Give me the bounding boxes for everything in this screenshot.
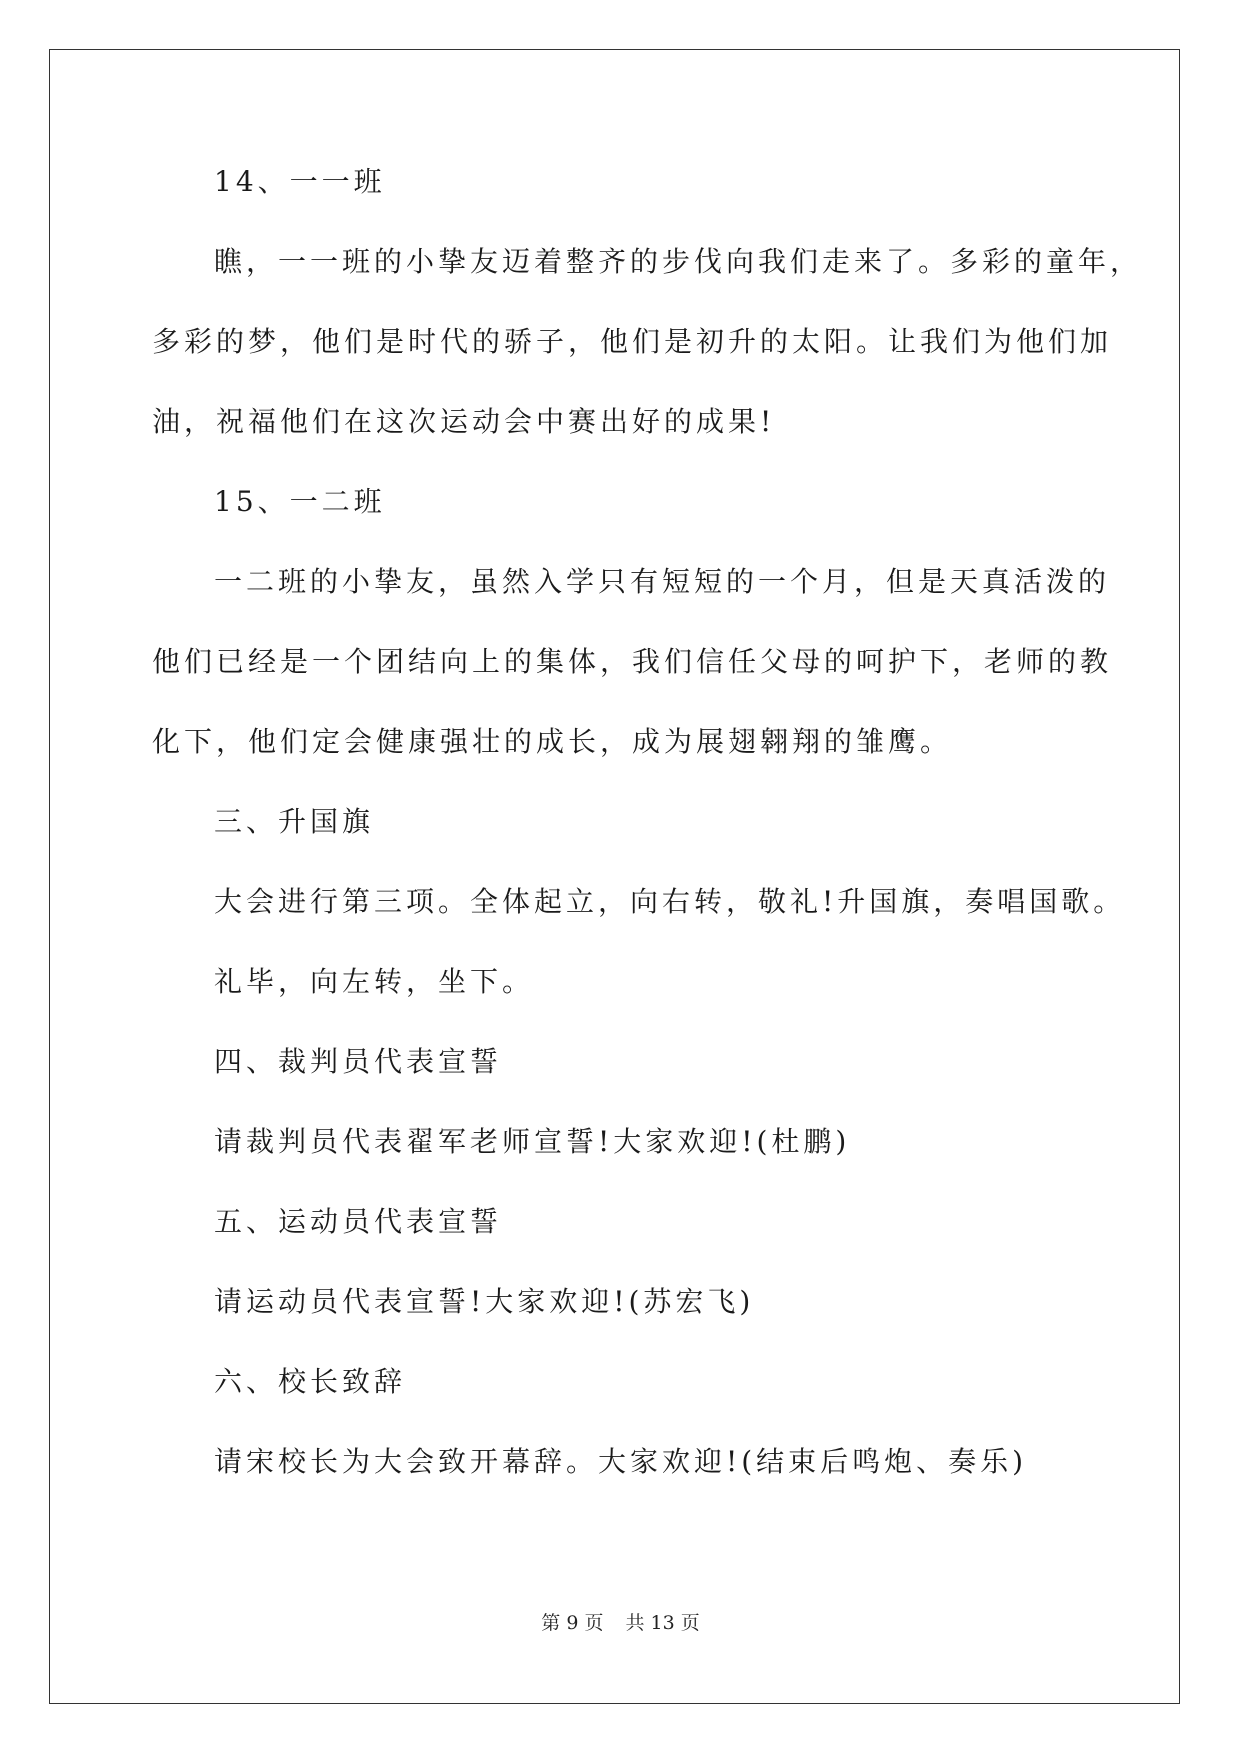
paragraph-line: 油，祝福他们在这次运动会中赛出好的成果! <box>152 405 776 438</box>
paragraph-line: 请运动员代表宣誓!大家欢迎!(苏宏飞) <box>214 1285 755 1318</box>
section-heading-principal-speech: 六、校长致辞 <box>214 1365 407 1398</box>
section-heading-flag-raising: 三、升国旗 <box>214 805 375 838</box>
paragraph-line: 礼毕，向左转，坐下。 <box>214 965 535 998</box>
section-heading-referee-oath: 四、裁判员代表宣誓 <box>214 1045 503 1078</box>
page-footer <box>0 1611 1241 1635</box>
paragraph-line: 化下，他们定会健康强壮的成长，成为展翅翱翔的雏鹰。 <box>152 725 953 758</box>
section-heading-class-1-2: 15、一二班 <box>214 485 386 518</box>
paragraph-line: 他们已经是一个团结向上的集体，我们信任父母的呵护下，老师的教 <box>152 645 1113 678</box>
paragraph-line: 请裁判员代表翟军老师宣誓!大家欢迎!(杜鹏) <box>214 1125 851 1158</box>
paragraph-line: 多彩的梦，他们是时代的骄子，他们是初升的太阳。让我们为他们加 <box>152 325 1113 358</box>
section-heading-class-1-1: 14、一一班 <box>214 165 386 198</box>
paragraph-line: 一二班的小挚友，虽然入学只有短短的一个月，但是天真活泼的 <box>214 565 1111 598</box>
paragraph-line: 请宋校长为大会致开幕辞。大家欢迎!(结束后鸣炮、奏乐) <box>214 1445 1028 1478</box>
paragraph-line: 瞧，一一班的小挚友迈着整齐的步伐向我们走来了。多彩的童年， <box>214 245 1143 278</box>
paragraph-line: 大会进行第三项。全体起立，向右转，敬礼!升国旗，奏唱国歌。 <box>214 885 1126 918</box>
total-pages: 共 13 页 <box>625 1612 700 1634</box>
section-heading-athlete-oath: 五、运动员代表宣誓 <box>214 1205 503 1238</box>
page-number: 第 9 页 <box>541 1612 604 1634</box>
